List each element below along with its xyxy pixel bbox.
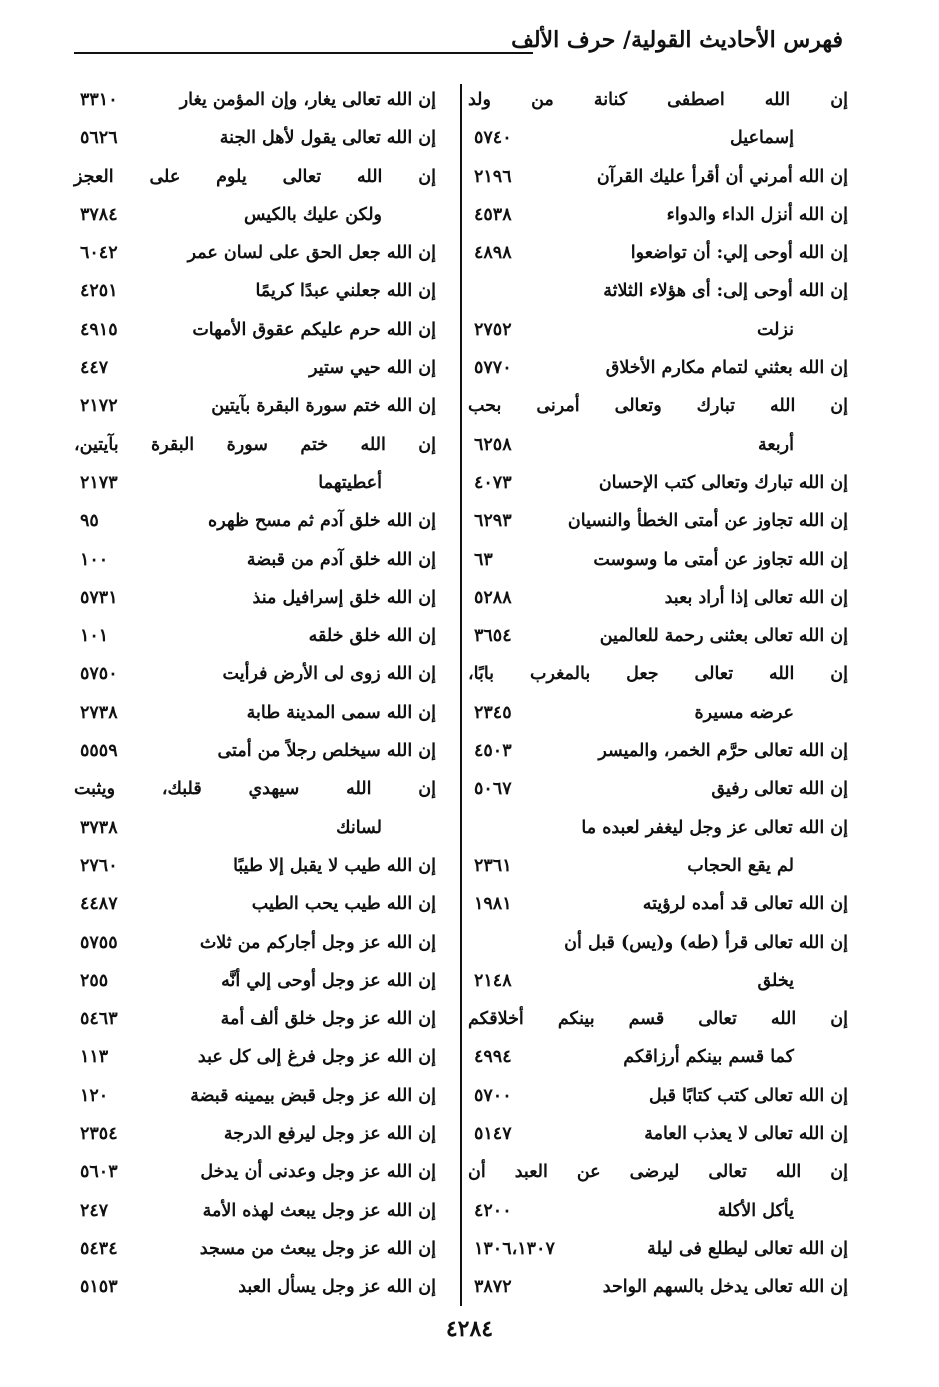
entry-number: ٦٢٥٨: [474, 434, 512, 455]
index-entry: [468, 847, 848, 885]
entry-text: إن الله خلق خلقه: [308, 626, 436, 647]
index-entry: [74, 541, 436, 579]
entry-text: إن الله ختم سورة البقرة بآيتين،: [74, 434, 436, 455]
index-entry: [468, 732, 848, 770]
entry-number: ٥٢٨٨: [474, 587, 512, 608]
index-entry: [468, 81, 848, 119]
entry-text: إن الله سيهدي قلبك، ويثبت: [74, 779, 436, 800]
entry-number: ٢٣٥٤: [80, 1124, 118, 1145]
entry-text: لم يقع الحجاب: [687, 855, 794, 876]
index-entry: [74, 617, 436, 655]
index-entry: [468, 119, 848, 157]
entry-number: ٢٥٥: [80, 970, 109, 991]
index-entry: [74, 1230, 436, 1268]
index-entry: [74, 234, 436, 272]
entry-text: إن الله تعالى ليطلع فى ليلة: [647, 1238, 848, 1259]
entry-text: إن الله تعالى قد أمده لرؤيته: [642, 894, 848, 915]
entry-text: إن الله تعالى لا يعذب العامة: [644, 1124, 848, 1145]
entry-text: إن الله تبارك وتعالى كتب الإحسان: [598, 472, 848, 493]
entry-text: إن الله أوحى إلى: أى هؤلاء الثلاثة: [603, 281, 848, 302]
entry-text: إن الله تعالى كتب كتابًا قبل: [649, 1085, 848, 1106]
entry-text: إن الله زوى لى الأرض فرأيت: [222, 664, 436, 685]
entry-number: ٢٧٣٨: [80, 702, 118, 723]
entry-text: إن الله تعالى يقول لأهل الجنة: [219, 128, 436, 149]
index-entry: [468, 885, 848, 923]
entry-text: يخلق: [757, 970, 794, 991]
entry-text: كما قسم بينكم أرزاقكم: [623, 1047, 794, 1068]
index-entry: [468, 349, 848, 387]
entry-number: ٥٦٢٦: [80, 128, 118, 149]
index-entry: [468, 234, 848, 272]
entry-number: ٥٤٦٣: [80, 1009, 118, 1030]
entry-text: إن الله أنزل الداء والدواء: [666, 204, 848, 225]
entry-number: ٢١٧٣: [80, 472, 118, 493]
entry-number: ٥٧٧٠: [474, 358, 512, 379]
entry-text: إن الله تعالى يغار، وإن المؤمن يغار: [179, 90, 436, 110]
index-entry: [74, 1153, 436, 1191]
index-entry: [74, 962, 436, 1000]
entry-number: ٤٠٧٣: [474, 472, 512, 493]
entry-number: ٢٤٧: [80, 1200, 109, 1221]
index-entry: [468, 272, 848, 310]
entry-text: عرضه مسيرة: [694, 702, 794, 723]
index-entry: [468, 694, 848, 732]
entry-text: إن الله عز وجل ليرفع الدرجة: [223, 1124, 436, 1145]
entry-text: إن الله تعالى يدخل بالسهم الواحد: [602, 1277, 848, 1298]
entry-number: ٣٧٣٨: [80, 817, 118, 838]
entry-number: ٤٩٩٤: [474, 1047, 512, 1068]
entry-number: ٥٦٠٣: [80, 1162, 118, 1183]
index-entry: [468, 311, 848, 349]
entry-text: إن الله تبارك وتعالى أمرنى بحب: [468, 396, 848, 417]
entry-number: ٥٥٥٩: [80, 741, 118, 762]
entry-text: إن الله تعالى عز وجل ليغفر لعبده ما: [581, 817, 848, 838]
entry-number: ٣٨٧٢: [474, 1277, 512, 1298]
entry-number: ٢٣٦١: [474, 855, 512, 876]
index-entry: [74, 1192, 436, 1230]
index-entry: [468, 1077, 848, 1115]
entry-number: ٥٧٣١: [80, 587, 118, 608]
index-entry: [74, 1077, 436, 1115]
entry-text: إن الله حيي ستير: [309, 358, 436, 379]
index-entry: [74, 694, 436, 732]
entry-text: إن الله أمرني أن أقرأ عليك القرآن: [596, 166, 848, 187]
index-entry: [468, 158, 848, 196]
entry-number: ٥٧٥٥: [80, 932, 118, 953]
index-entry: [74, 885, 436, 923]
index-entry: [74, 1038, 436, 1076]
entry-text: إن الله خلق آدم من قبضة: [246, 549, 436, 570]
entry-number: ١٩٨١: [474, 894, 512, 915]
entry-text: إن الله ختم سورة البقرة بآيتين: [211, 396, 436, 417]
entry-number: ٢١٩٦: [474, 166, 512, 187]
entry-number: ١٠٠: [80, 549, 109, 570]
index-entry: [468, 617, 848, 655]
entry-number: ٦٢٩٣: [474, 511, 512, 532]
index-entry: [468, 655, 848, 693]
index-entry: [74, 426, 436, 464]
index-entry: [468, 579, 848, 617]
entry-text: إن الله عز وجل يسأل العبد: [238, 1277, 436, 1298]
entry-text: إن الله خلق آدم ثم مسح ظهره: [208, 511, 436, 532]
index-entry: [74, 464, 436, 502]
index-entry: [468, 464, 848, 502]
index-entry: [74, 579, 436, 617]
entry-text: أعطيتهما: [318, 472, 382, 493]
entry-number: ٥٤٣٤: [80, 1238, 118, 1259]
entry-number: ٤٥٣٨: [474, 204, 512, 225]
entry-text: إسماعيل: [730, 128, 794, 149]
entry-text: إن الله تعالى بعثنى رحمة للعالمين: [599, 626, 848, 647]
index-entry: [74, 847, 436, 885]
index-entry: [74, 809, 436, 847]
entry-text: إن الله عز وجل أجاركم من ثلاث: [199, 932, 436, 953]
entry-text: إن الله عز وجل خلق ألف أمة: [220, 1009, 436, 1030]
entry-number: ٥٧٤٠: [474, 128, 512, 149]
entry-text: لسانك: [336, 817, 382, 838]
index-entry: [74, 81, 436, 119]
column-divider: [460, 84, 462, 1306]
entry-number: ٤٨٩٨: [474, 243, 512, 264]
entry-number: ٣٦٥٤: [474, 626, 512, 647]
entry-number: ٥٠٦٧: [474, 779, 512, 800]
entry-text: إن الله خلق إسرافيل منذ: [252, 587, 436, 608]
entry-text: ولكن عليك بالكيس: [243, 204, 382, 225]
index-entry: [468, 1038, 848, 1076]
entry-text: إن الله حرم عليكم عقوق الأمهات: [192, 319, 436, 340]
entry-text: إن الله تعالى رفيق: [711, 779, 848, 800]
index-entry: [468, 502, 848, 540]
entry-text: نزلت: [756, 319, 794, 340]
entry-number: ٤٥٠٣: [474, 741, 512, 762]
index-entry: [74, 1268, 436, 1306]
entry-text: إن الله عز وجل يبعث لهذه الأمة: [202, 1200, 436, 1221]
entry-text: إن الله تعالى قرأ (طه) و(يس) قبل أن: [564, 932, 848, 953]
entry-text: إن الله اصطفى كنانة من ولد: [468, 90, 848, 110]
index-entry: [74, 732, 436, 770]
entry-number: ٢١٧٢: [80, 396, 118, 417]
entry-number: ٤٩١٥: [80, 319, 118, 340]
index-entry: [74, 196, 436, 234]
index-entry: [468, 541, 848, 579]
entry-number: ٥١٥٣: [80, 1277, 118, 1298]
index-entry: [74, 1115, 436, 1153]
index-entry: [74, 349, 436, 387]
index-entry: [468, 387, 848, 425]
entry-text: إن الله عز وجل يبعث من مسجد: [199, 1238, 436, 1259]
entry-text: يأكل الأكلة: [717, 1200, 794, 1221]
entry-text: إن الله جعل الحق على لسان عمر: [187, 243, 436, 264]
index-entry: [468, 770, 848, 808]
entry-text: إن الله جعلني عبدًا كريمًا: [255, 281, 436, 302]
entry-text: إن الله عز وجل وعدنى أن يدخل: [200, 1162, 436, 1183]
index-entry: [468, 1153, 848, 1191]
entry-number: ١٢٠: [80, 1085, 109, 1106]
page-header: [74, 22, 843, 58]
entry-number: ٩٥: [80, 511, 99, 532]
entry-number: ٦٣: [474, 549, 493, 570]
entry-number: ٢١٤٨: [474, 970, 512, 991]
index-entry: [468, 809, 848, 847]
entry-text: إن الله تعالى إذا أراد بعبد: [664, 587, 848, 608]
entry-number: ٢٣٤٥: [474, 702, 512, 723]
entry-text: إن الله عز وجل فرغ إلى كل عبد: [197, 1047, 436, 1068]
entry-number: ٥٧٠٠: [474, 1085, 512, 1106]
right-column: [468, 81, 848, 1307]
index-entry: [468, 426, 848, 464]
entry-text: إن الله تجاوز عن أمتى الخطأ والنسيان: [567, 511, 848, 532]
entry-text: إن الله تعالى ليرضى عن العبد أن: [468, 1162, 848, 1183]
entry-text: إن الله سيخلص رجلاً من أمتى: [217, 741, 436, 762]
index-entry: [74, 387, 436, 425]
entry-number: ١٠١: [80, 626, 109, 647]
index-entry: [468, 1192, 848, 1230]
entry-number: ٣٧٨٤: [80, 204, 118, 225]
index-entry: [468, 1230, 848, 1268]
entry-number: ٢٧٥٢: [474, 319, 512, 340]
entry-text: إن الله تجاوز عن أمتى ما وسوست: [593, 549, 848, 570]
entry-number: ٥٧٥٠: [80, 664, 118, 685]
entry-text: إن الله عز وجل أوحى إلي أنَّه: [221, 970, 436, 991]
index-entry: [74, 158, 436, 196]
index-entry: [468, 924, 848, 962]
entry-number: ٢٧٦٠: [80, 855, 118, 876]
entry-number: ١١٣: [80, 1047, 109, 1068]
entry-number: ١٣٠٦،١٣٠٧: [474, 1238, 555, 1259]
index-entry: [74, 1000, 436, 1038]
entry-text: إن الله عز وجل قبض بيمينه قبضة: [190, 1085, 436, 1106]
index-entry: [74, 924, 436, 962]
entry-text: إن الله تعالى حرَّم الخمر، والميسر: [598, 741, 848, 762]
entry-number: ٣٣١٠: [80, 90, 118, 110]
entry-text: إن الله تعالى قسم بينكم أخلاقكم: [468, 1009, 848, 1030]
index-entry: [468, 1115, 848, 1153]
entry-number: ٥١٤٧: [474, 1124, 512, 1145]
entry-number: ٤٤٧: [80, 358, 109, 379]
entry-text: أربعة: [757, 434, 794, 455]
entry-number: ٤٢٠٠: [474, 1200, 512, 1221]
index-entry: [468, 1000, 848, 1038]
entry-number: ٤٤٨٧: [80, 894, 118, 915]
entry-text: إن الله أوحى إلي: أن تواضعوا: [630, 243, 848, 264]
entry-text: إن الله طيب يحب الطيب: [251, 894, 436, 915]
left-column: [74, 81, 436, 1307]
index-entry: [74, 502, 436, 540]
entry-number: ٤٢٥١: [80, 281, 118, 302]
index-entry: [74, 655, 436, 693]
entry-text: إن الله بعثني لتمام مكارم الأخلاق: [605, 358, 848, 379]
index-entry: [468, 962, 848, 1000]
index-entry: [74, 119, 436, 157]
entry-text: إن الله تعالى جعل بالمغرب بابًا،: [468, 664, 848, 685]
index-entry: [468, 196, 848, 234]
entry-text: إن الله تعالى يلوم على العجز: [74, 166, 436, 187]
page-number: ٤٢٨٤: [445, 1316, 494, 1342]
header-rule: [74, 52, 533, 54]
entry-number: ٦٠٤٢: [80, 243, 118, 264]
index-entry: [468, 1268, 848, 1306]
index-entry: [74, 272, 436, 310]
index-entry: [74, 770, 436, 808]
entry-text: إن الله طيب لا يقبل إلا طيبًا: [233, 855, 436, 876]
index-entry: [74, 311, 436, 349]
page-title: فهرس الأحاديث القولية/ حرف الألف: [511, 27, 843, 53]
entry-text: إن الله سمى المدينة طابة: [246, 702, 436, 723]
